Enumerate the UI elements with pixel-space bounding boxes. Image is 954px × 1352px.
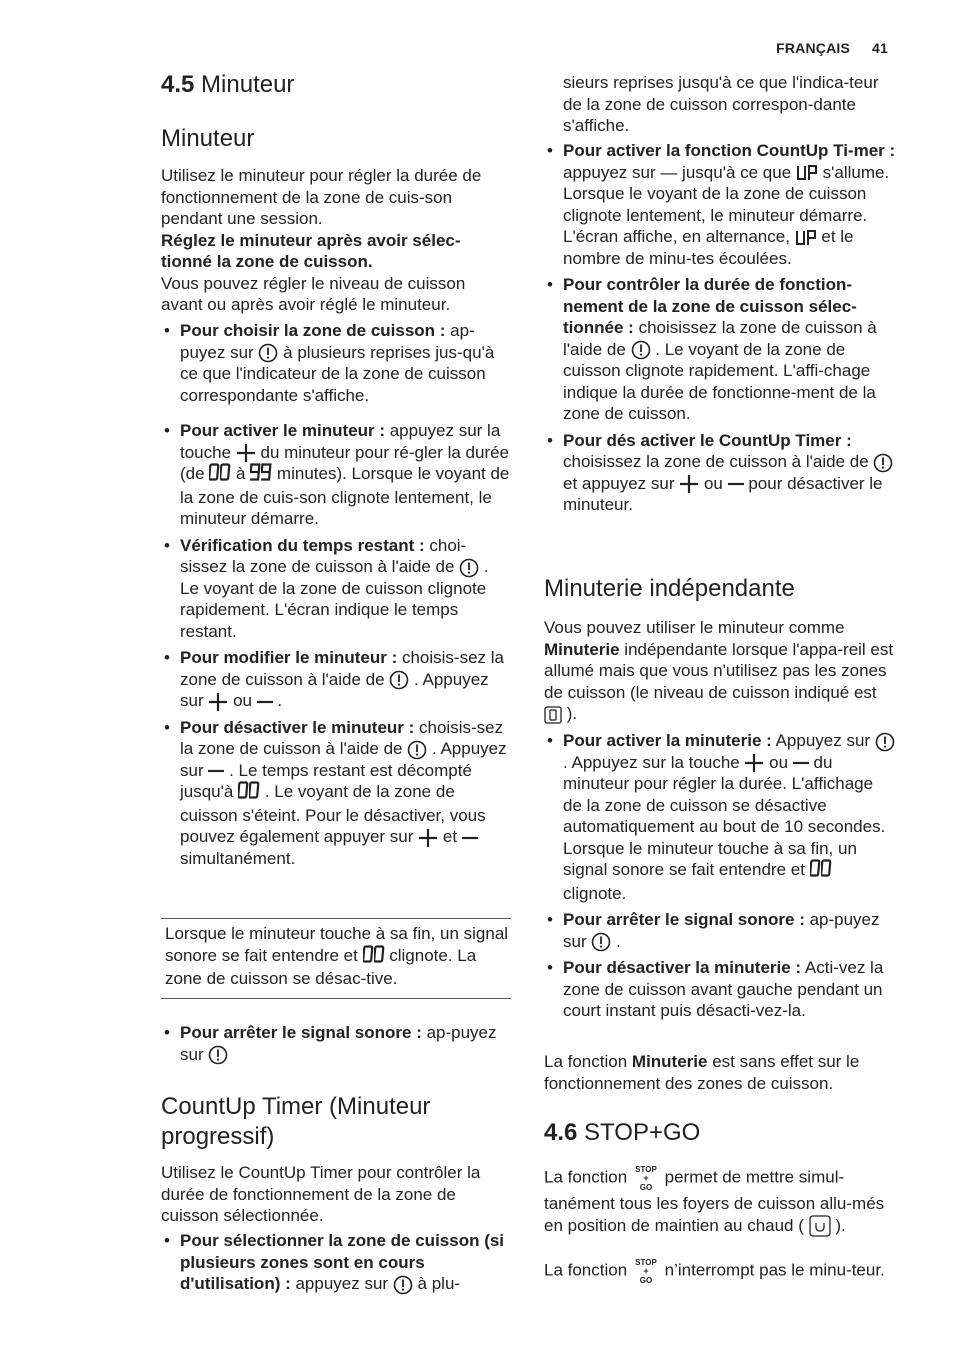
timer-bullets-1 [161,320,511,406]
page-header [776,38,888,60]
list-item: • Pour choisir la zone de cuisson : ap-puyez sur à plusieurs reprises jus-qu'à ce que l'indicateur de la zone de cuisson correspondante s'affiche. [161,320,511,406]
svg-text:STOP: STOP [635,1165,657,1174]
list-item: • Pour contrôler la durée de fonction-nement de la zone de cuisson sélec-tionnée : choisissez la zone de cuisson à l'aide de . Le voyant de la zone de cuisson clignote rapidement. L'affi-chage indique la durée de fonctionne-ment de la zone de cuisson. [544,274,896,425]
plus-icon [208,692,228,712]
timer-icon [393,1275,413,1295]
minuterie-bullets [544,730,896,1022]
stopgo-text-1: La fonction STOP + GO permet de mettre simul-tanément tous les foyers de cuisson allu-més en position de maintien au chaud ( ). [544,1163,896,1237]
section-heading-4-6 [544,1118,700,1148]
display-00-icon [238,781,260,805]
subheading-minuteur: Minuteur [161,125,255,152]
timer-icon [875,732,895,752]
intro-block [161,165,511,316]
svg-text:+: + [643,1173,649,1183]
display-99-icon [250,463,272,487]
list-item: • Pour arrêter le signal sonore : ap-puyez sur . [544,909,896,952]
countup-intro: Utilisez le CountUp Timer pour contrôler la durée de fonctionnement de la zone de cuisson sélectionnée. [161,1163,481,1225]
intro-text: Utilisez le minuteur pour régler la durée de fonctionnement de la zone de cuis-son pendant une session. [161,166,482,228]
svg-text:+: + [643,1266,649,1276]
svg-text:STOP: STOP [635,1258,657,1267]
list-item: • Pour modifier le minuteur : choisis-sez la zone de cuisson à l'aide de . Appuyez sur ou . [161,647,511,712]
subheading-minuterie: Minuterie indépendante [544,575,795,602]
level-zero-icon [544,706,562,724]
page-number: 41 [872,40,888,56]
countup-bullets [161,1230,511,1295]
list-item: • Pour désactiver la minuterie : Acti-vez la zone de cuisson avant gauche pendant un court instant puis désacti-vez-la. [544,957,896,1022]
list-item: • Pour activer la minuterie : Appuyez sur . Appuyez sur la touche ou du minuteur pour régler la durée. L'affichage de la zone de cuisson se désactive automatiquement au bout de 10 secondes. Lorsque le minuteur touche à sa fin, un signal sonore se fait entendre et clignote. [544,730,896,904]
minus-icon [257,700,273,704]
display-00-icon [363,945,385,969]
minuterie-note: La fonction Minuterie est sans effet sur le fonctionnement des zones de cuisson. [544,1052,860,1093]
display-00-icon [810,859,832,883]
plus-icon [418,828,438,848]
header-section: FRANÇAIS [776,40,851,56]
display-00-icon [209,463,231,487]
section-number: 4.6 [544,1119,578,1146]
list-item: • Pour arrêter le signal sonore : ap-puyez sur [161,1022,511,1065]
signal-bullets [161,1022,511,1065]
up-display-icon [796,165,818,181]
stopgo-text-2: La fonction STOP + GO n’interrompt pas le minu-teur. [544,1258,885,1285]
list-item: • Pour désactiver le minuteur : choisis-sez la zone de cuisson à l'aide de . Appuyez sur . Le temps restant est décompté jusqu'à . Le voyant de la zone de cuisson s'éteint. Pour le désactiver, vous pouvez également appuyer sur et simultanément. [161,717,511,870]
plus-icon [236,443,256,463]
minus-icon [462,836,478,840]
timer-icon [459,558,479,578]
intro-text-2: Vous pouvez régler le niveau de cuisson avant ou après avoir réglé le minuteur. [161,273,466,314]
keep-warm-icon [809,1215,831,1237]
timer-icon [591,932,611,952]
stop-go-icon [632,1256,660,1286]
minuterie-intro: Vous pouvez utiliser le minuteur comme Minuterie indépendante lorsque l'appa-reil est allumé mais que vous n'utilisez pas les zones de cuisson (le niveau de cuisson indiqué est ). [544,618,894,723]
note-box: Lorsque le minuteur touche à sa fin, un signal sonore se fait entendre et clignote. La zone de cuisson se désac-tive. [161,918,511,999]
section-number: 4.5 [161,71,195,98]
minus-icon [728,482,744,486]
section-title: Minuteur [201,71,295,98]
minus-icon [208,769,224,773]
section-heading-4-5 [161,70,294,100]
countup-bullets-2 [544,140,896,516]
svg-text:GO: GO [639,1276,653,1285]
stop-go-icon [632,1163,660,1193]
up-display-icon [795,230,817,246]
timer-icon [407,740,427,760]
svg-text:GO: GO [639,1183,653,1192]
timer-icon [631,340,651,360]
section-title: STOP+GO [584,1119,701,1146]
plus-icon [744,753,764,773]
timer-bullets-2 [161,420,511,869]
continued-text: sieurs reprises jusqu'à ce que l'indica-teur de la zone de cuisson correspon-dante s'affiche. [563,73,879,135]
list-item: • Pour activer le minuteur : appuyez sur la touche du minuteur pour ré-gler la durée (de à minutes). Lorsque le voyant de la zone de cuis-son clignote lentement, le minuteur démarre. [161,420,511,530]
timer-icon [208,1045,228,1065]
minus-icon [793,761,809,765]
list-item: • Pour dés activer le CountUp Timer : choisissez la zone de cuisson à l'aide de et appuyez sur ou pour désactiver le minuteur. [544,430,896,516]
timer-icon [873,453,893,473]
plus-icon [679,474,699,494]
list-item: • Vérification du temps restant : choi-sissez la zone de cuisson à l'aide de . Le voyant de la zone de cuisson clignote rapidement. L'écran indique le temps restant. [161,535,511,643]
list-item: • Pour sélectionner la zone de cuisson (si plusieurs zones sont en cours d'utilisation) : appuyez sur à plu- [161,1230,511,1295]
subheading-countup: CountUp Timer (Minuteur progressif) [161,1093,431,1150]
intro-bold-text: Réglez le minuteur après avoir sélec-tionné la zone de cuisson. [161,230,461,271]
timer-icon [258,343,278,363]
list-item: • Pour activer la fonction CountUp Ti-mer : appuyez sur — jusqu'à ce que s'allume. Lorsque le voyant de la zone de cuisson clignote lentement, le minuteur démarre. L'écran affiche, en alternance, et le nombre de minu-tes écoulées. [544,140,896,269]
timer-icon [389,670,409,690]
